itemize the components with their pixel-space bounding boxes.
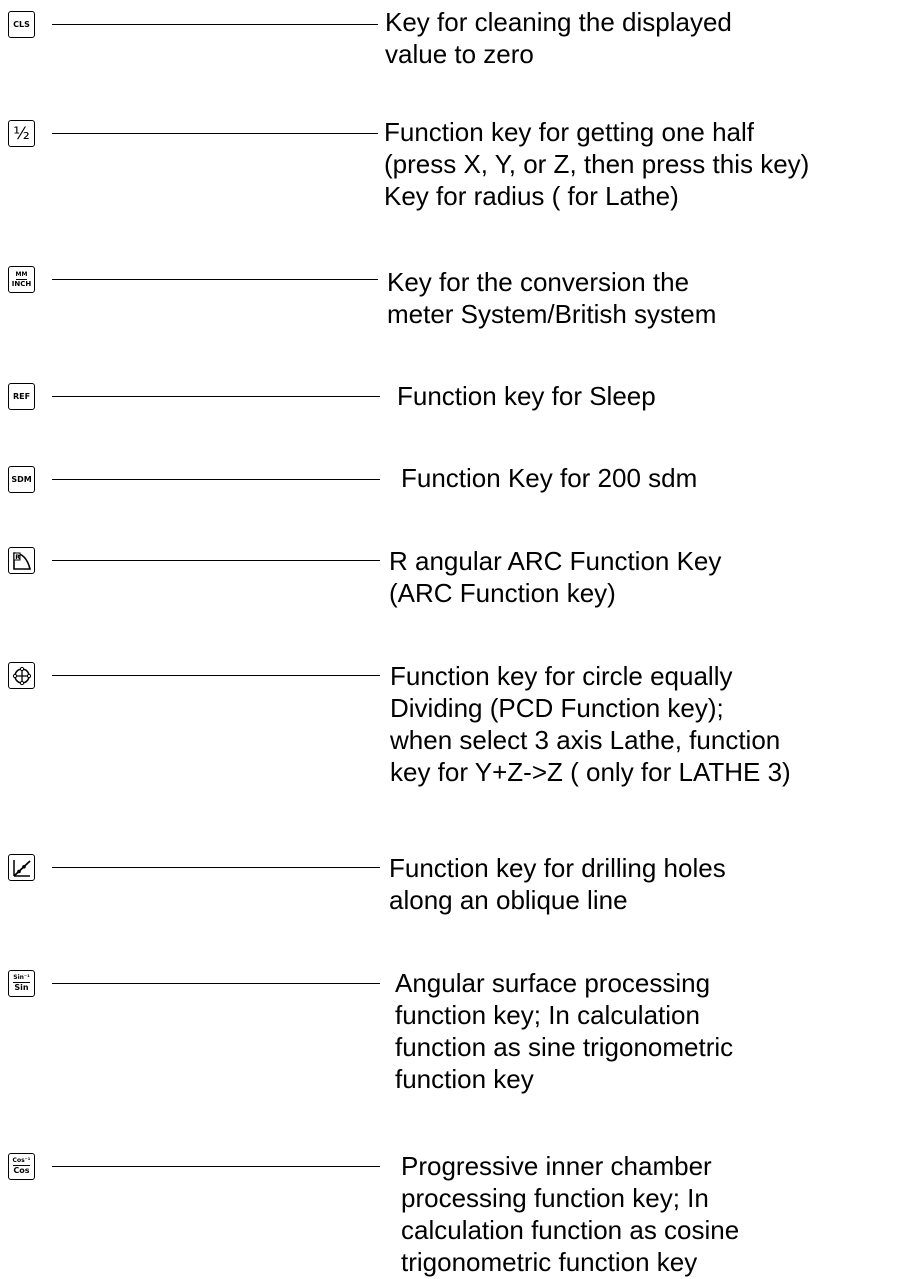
- oblique-glyph: [11, 857, 33, 879]
- ref-key-icon: REF: [8, 383, 35, 410]
- key-description: Function key for getting one half (press X, Y, or Z, then press this key) Key for radius ( for Lathe): [384, 117, 810, 211]
- cls-key-icon: CLS: [8, 11, 35, 38]
- leader-line: [52, 24, 378, 25]
- arc-glyph: [11, 550, 33, 572]
- leader-line: [52, 675, 380, 676]
- sin-key-icon: Sin⁻¹ Sin: [8, 970, 35, 997]
- key-description: Progressive inner chamber processing function key; In calculation function as cosine trigonometric function key: [401, 1151, 740, 1277]
- cos-key-icon: Cos⁻¹ Cos: [8, 1153, 35, 1180]
- pcd-glyph: [11, 665, 33, 687]
- leader-line: [52, 983, 380, 984]
- key-description: R angular ARC Function Key (ARC Function key): [389, 546, 722, 608]
- leader-line: [52, 479, 380, 480]
- mm-inch-key-icon: MM INCH: [8, 266, 35, 293]
- key-description: Function key for drilling holes along an oblique line: [389, 853, 726, 915]
- leader-line: [52, 1166, 380, 1167]
- key-description: Function key for circle equally Dividing (PCD Function key); when select 3 axis Lathe, function key for Y+Z->Z ( only for LATHE 3): [390, 661, 791, 787]
- leader-line: [52, 560, 380, 561]
- arc-key-icon: [8, 547, 35, 574]
- half-key-icon: ½: [8, 120, 35, 147]
- leader-line: [52, 133, 378, 134]
- pcd-key-icon: [8, 662, 35, 689]
- key-description: Angular surface processing function key; In calculation function as sine trigonometric function key: [395, 968, 734, 1094]
- leader-line: [52, 867, 380, 868]
- key-description: Function Key for 200 sdm: [401, 463, 698, 493]
- leader-line: [52, 279, 378, 280]
- arc-key-letter: R: [14, 552, 20, 561]
- key-description: Function key for Sleep: [397, 381, 656, 411]
- key-description: Key for the conversion the meter System/British system: [387, 267, 717, 329]
- leader-line: [52, 396, 380, 397]
- oblique-line-key-icon: [8, 854, 35, 881]
- key-description: Key for cleaning the displayed value to zero: [385, 7, 732, 69]
- sdm-key-icon: SDM: [8, 466, 35, 493]
